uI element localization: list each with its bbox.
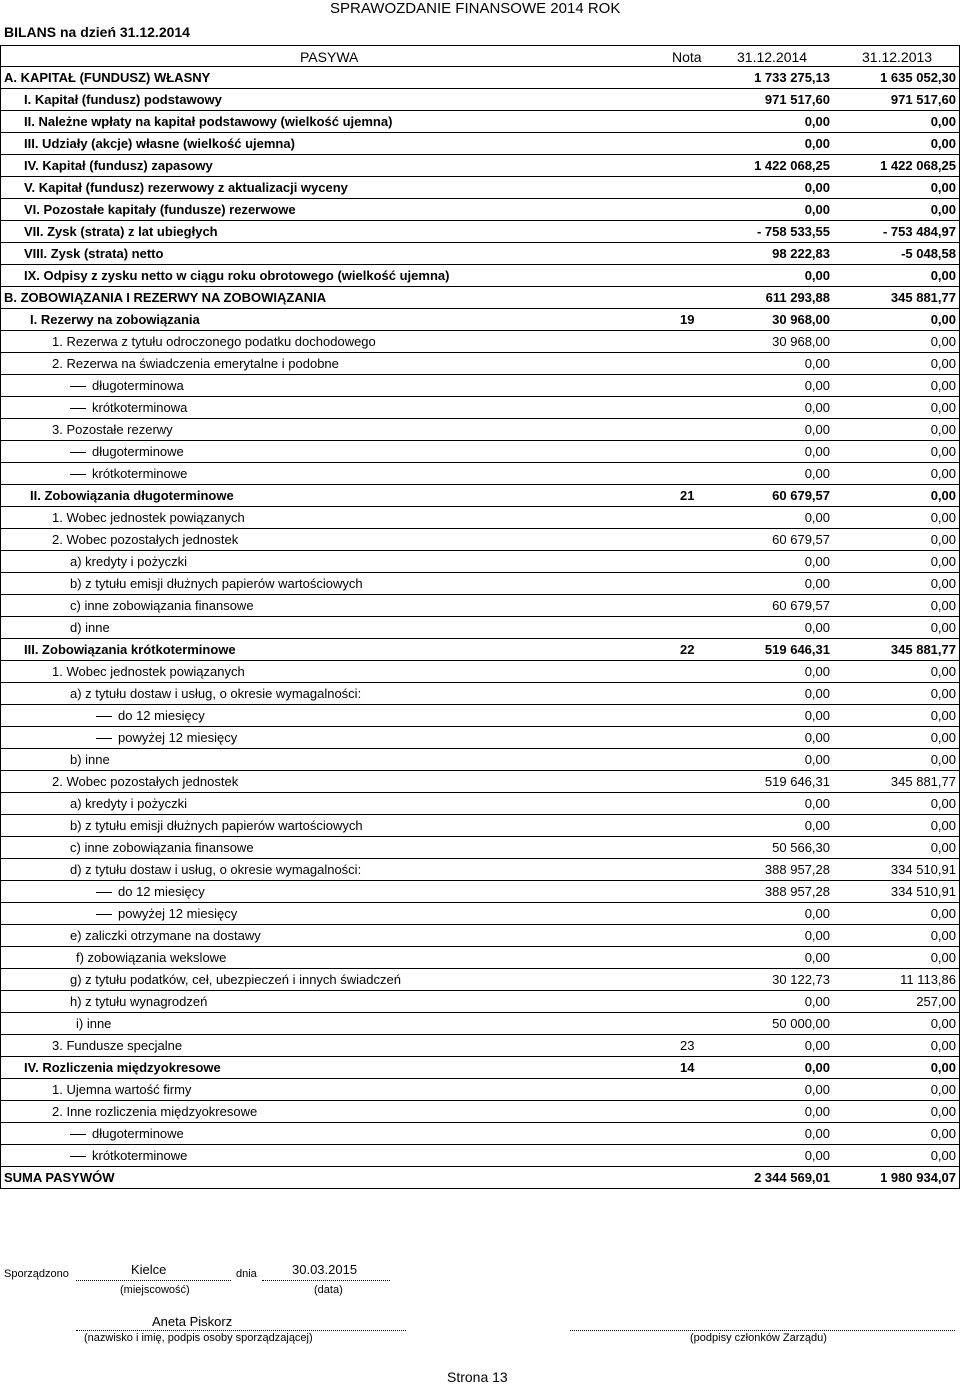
table-row [0, 397, 960, 419]
row-value-2014: 30 968,00 [772, 312, 830, 327]
row-label [0, 551, 187, 573]
row-value-2013: 0,00 [930, 1148, 956, 1163]
row-value-2013: 0,00 [930, 202, 956, 217]
date-label: dnia [236, 1268, 257, 1280]
row-nota: 21 [680, 488, 695, 503]
row-value-2014: 0,00 [804, 510, 830, 525]
table-row [0, 595, 960, 617]
balance-date-title: BILANS na dzień 31.12.2014 [4, 24, 190, 40]
row-value-2014: 519 646,31 [764, 774, 830, 789]
table-header-row [0, 45, 960, 67]
row-label-text: b) z tytułu emisji dłużnych papierów wartościowych [70, 818, 363, 833]
row-label-text: e) zaliczki otrzymane na dostawy [70, 928, 261, 943]
dash-marker [96, 716, 112, 717]
row-label-text: B. ZOBOWIĄZANIA I REZERWY NA ZOBOWIĄZANIA [4, 290, 327, 305]
header-date-2013: 31.12.2013 [862, 49, 933, 65]
row-label-text: długoterminowe [92, 444, 184, 459]
row-label [0, 155, 213, 177]
row-label-text: IV. Rozliczenia międzyokresowe [24, 1060, 221, 1075]
table-row [0, 837, 960, 859]
row-label [0, 881, 205, 903]
row-label-text: II. Zobowiązania długoterminowe [30, 488, 234, 503]
table-row [0, 815, 960, 837]
row-label [0, 243, 163, 265]
table-row [0, 573, 960, 595]
row-label-text: a) kredyty i pożyczki [70, 796, 188, 811]
row-value-2014: 0,00 [804, 136, 830, 151]
row-label [0, 221, 218, 243]
row-label [0, 375, 184, 397]
row-label [0, 1013, 111, 1035]
row-label [0, 947, 226, 969]
row-label [0, 749, 110, 771]
row-label [0, 969, 401, 991]
row-label [0, 859, 361, 881]
table-row [0, 1101, 960, 1123]
row-value-2014: 519 646,31 [764, 642, 830, 657]
table-row [0, 617, 960, 639]
row-value-2014: 60 679,57 [772, 488, 830, 503]
row-value-2013: 0,00 [930, 840, 956, 855]
row-label-text: c) inne zobowiązania finansowe [70, 840, 254, 855]
row-value-2013: 1 635 052,30 [880, 70, 956, 85]
dash-marker [70, 386, 86, 387]
row-label [0, 727, 237, 749]
table-row [0, 727, 960, 749]
row-label-text: III. Udziały (akcje) własne (wielkość ujemna) [24, 136, 295, 151]
row-label-text: VII. Zysk (strata) z lat ubiegłych [24, 224, 218, 239]
row-label [0, 595, 254, 617]
row-value-2014: - 758 533,55 [756, 224, 830, 239]
row-value-2014: 0,00 [804, 378, 830, 393]
row-value-2013: 11 113,86 [900, 972, 956, 987]
row-value-2013: 0,00 [930, 356, 956, 371]
row-nota: 23 [680, 1038, 695, 1053]
row-value-2014: 611 293,88 [765, 290, 830, 305]
row-value-2013: 345 881,77 [890, 774, 956, 789]
row-label-text: 3. Pozostałe rezerwy [52, 422, 173, 437]
row-value-2013: - 753 484,97 [882, 224, 956, 239]
row-value-2014: 0,00 [804, 180, 830, 195]
row-value-2014: 2 344 569,01 [754, 1170, 830, 1185]
row-value-2013: 0,00 [930, 510, 956, 525]
row-value-2013: 0,00 [930, 400, 956, 415]
row-label-text: IX. Odpisy z zysku netto w ciągu roku obrotowego (wielkość ujemna) [24, 268, 450, 283]
table-row [0, 749, 960, 771]
row-value-2014: 0,00 [804, 994, 830, 1009]
date-value: 30.03.2015 [292, 1262, 358, 1277]
row-label [0, 67, 210, 89]
table-row [0, 177, 960, 199]
row-label-text: V. Kapitał (fundusz) rezerwowy z aktualizacji wyceny [24, 180, 348, 195]
header-pasywa: PASYWA [300, 49, 359, 65]
table-row [0, 353, 960, 375]
table-row [0, 1035, 960, 1057]
row-label [0, 529, 238, 551]
row-label-text: do 12 miesięcy [118, 884, 205, 899]
row-value-2013: 0,00 [930, 664, 956, 679]
row-nota: 22 [680, 642, 695, 657]
row-value-2014: 0,00 [804, 796, 830, 811]
table-row [0, 111, 960, 133]
row-label [0, 177, 348, 199]
table-row [0, 1013, 960, 1035]
row-value-2014: 388 957,28 [764, 884, 830, 899]
row-label [0, 133, 295, 155]
row-value-2014: 0,00 [804, 444, 830, 459]
dash-marker [70, 408, 86, 409]
row-value-2014: 0,00 [804, 708, 830, 723]
table-row [0, 221, 960, 243]
table-row [0, 287, 960, 309]
row-value-2013: 0,00 [930, 620, 956, 635]
row-label-text: VI. Pozostałe kapitały (fundusze) rezerwowe [24, 202, 296, 217]
row-label-text: 2. Rezerwa na świadczenia emerytalne i podobne [52, 356, 339, 371]
row-value-2014: 0,00 [804, 906, 830, 921]
row-label [0, 331, 376, 353]
row-value-2013: 345 881,77 [890, 642, 956, 657]
row-value-2014: 388 957,28 [764, 862, 830, 877]
row-value-2014: 0,00 [804, 1038, 830, 1053]
row-value-2013: 334 510,91 [890, 884, 956, 899]
row-nota: 19 [680, 312, 695, 327]
row-nota: 14 [680, 1060, 695, 1075]
row-value-2013: 0,00 [930, 532, 956, 547]
table-row [0, 793, 960, 815]
row-label-text: d) z tytułu dostaw i usług, o okresie wymagalności: [70, 862, 362, 877]
row-label [0, 617, 110, 639]
row-value-2013: 0,00 [930, 708, 956, 723]
table-row [0, 1145, 960, 1167]
row-value-2014: 971 517,60 [764, 92, 830, 107]
row-label [0, 991, 207, 1013]
row-value-2013: 0,00 [930, 378, 956, 393]
row-value-2013: 0,00 [930, 686, 956, 701]
place-line [76, 1280, 231, 1281]
row-label [0, 1101, 257, 1123]
row-value-2013: 0,00 [930, 730, 956, 745]
table-row [0, 1057, 960, 1079]
row-label [0, 309, 200, 331]
row-label-text: d) inne [70, 620, 110, 635]
preparer-name: Aneta Piskorz [152, 1314, 233, 1329]
row-label-text: 1. Ujemna wartość firmy [52, 1082, 192, 1097]
row-value-2013: 0,00 [930, 422, 956, 437]
row-value-2014: 0,00 [804, 950, 830, 965]
page-number: Strona 13 [447, 1369, 508, 1385]
row-value-2013: 345 881,77 [890, 290, 956, 305]
row-value-2013: 0,00 [930, 928, 956, 943]
row-label [0, 771, 238, 793]
row-value-2014: 0,00 [804, 818, 830, 833]
row-value-2013: 0,00 [930, 136, 956, 151]
row-label [0, 287, 326, 309]
board-caption: (podpisy członków Zarządu) [690, 1332, 827, 1344]
row-value-2013: 1 980 934,07 [880, 1170, 956, 1185]
row-value-2013: 0,00 [930, 444, 956, 459]
header-date-2014: 31.12.2014 [737, 49, 808, 65]
row-label [0, 925, 261, 947]
row-label [0, 463, 187, 485]
row-label [0, 1145, 187, 1167]
table-row [0, 375, 960, 397]
table-row [0, 969, 960, 991]
row-label [0, 353, 339, 375]
row-label [0, 1079, 191, 1101]
table-row [0, 903, 960, 925]
row-value-2014: 60 679,57 [772, 598, 830, 613]
row-value-2013: 0,00 [930, 488, 956, 503]
preparer-line [76, 1330, 406, 1331]
table-row [0, 243, 960, 265]
table-row [0, 991, 960, 1013]
board-line [570, 1330, 955, 1331]
report-title: SPRAWOZDANIE FINANSOWE 2014 ROK [330, 0, 621, 17]
row-value-2014: 0,00 [804, 1126, 830, 1141]
row-value-2014: 0,00 [804, 422, 830, 437]
table-row [0, 705, 960, 727]
row-value-2014: 0,00 [804, 730, 830, 745]
row-value-2014: 0,00 [804, 686, 830, 701]
row-value-2014: 0,00 [804, 268, 830, 283]
row-label [0, 89, 222, 111]
row-value-2014: 0,00 [804, 664, 830, 679]
table-row [0, 1167, 960, 1189]
row-value-2013: 0,00 [930, 598, 956, 613]
header-nota: Nota [672, 49, 702, 65]
row-label [0, 1057, 221, 1079]
row-label-text: SUMA PASYWÓW [4, 1170, 115, 1185]
table-row [0, 507, 960, 529]
table-row [0, 551, 960, 573]
row-label-text: krótkoterminowe [92, 466, 188, 481]
row-value-2014: 0,00 [804, 114, 830, 129]
table-row [0, 881, 960, 903]
row-label-text: III. Zobowiązania krótkoterminowe [24, 642, 236, 657]
row-label-text: VIII. Zysk (strata) netto [24, 246, 164, 261]
row-label [0, 1167, 115, 1189]
row-value-2014: 0,00 [804, 1104, 830, 1119]
table-row [0, 859, 960, 881]
row-value-2014: 0,00 [804, 620, 830, 635]
row-value-2014: 98 222,83 [772, 246, 830, 261]
row-value-2013: 0,00 [930, 1082, 956, 1097]
table-row [0, 265, 960, 287]
row-label [0, 1035, 182, 1057]
row-label [0, 441, 184, 463]
row-value-2013: 0,00 [930, 1104, 956, 1119]
row-label-text: do 12 miesięcy [118, 708, 205, 723]
row-value-2013: 0,00 [930, 334, 956, 349]
row-value-2013: 0,00 [930, 1016, 956, 1031]
row-value-2014: 0,00 [804, 576, 830, 591]
balance-table [0, 45, 960, 1189]
row-label-text: powyżej 12 miesięcy [118, 730, 238, 745]
row-value-2013: 0,00 [930, 906, 956, 921]
preparer-caption: (nazwisko i imię, podpis osoby sporządzającej) [84, 1332, 313, 1344]
table-row [0, 331, 960, 353]
row-value-2014: 30 968,00 [772, 334, 830, 349]
row-label-text: 2. Inne rozliczenia międzyokresowe [52, 1104, 258, 1119]
row-label [0, 573, 363, 595]
row-label-text: powyżej 12 miesięcy [118, 906, 238, 921]
row-value-2014: 0,00 [804, 466, 830, 481]
row-value-2013: 0,00 [930, 950, 956, 965]
table-row [0, 441, 960, 463]
row-value-2013: 0,00 [930, 268, 956, 283]
row-value-2013: 0,00 [930, 312, 956, 327]
table-row [0, 463, 960, 485]
row-label-text: i) inne [76, 1016, 112, 1031]
row-value-2014: 0,00 [804, 928, 830, 943]
row-label [0, 111, 392, 133]
table-row [0, 683, 960, 705]
row-label [0, 661, 245, 683]
table-row [0, 661, 960, 683]
row-label [0, 705, 205, 727]
row-label [0, 815, 363, 837]
row-value-2013: 0,00 [930, 180, 956, 195]
row-value-2013: 0,00 [930, 576, 956, 591]
row-label [0, 419, 173, 441]
dash-marker [96, 892, 112, 893]
row-value-2013: -5 048,58 [901, 246, 956, 261]
row-label [0, 1123, 184, 1145]
row-value-2014: 1 422 068,25 [754, 158, 830, 173]
row-label [0, 903, 237, 925]
row-value-2013: 334 510,91 [890, 862, 956, 877]
row-value-2013: 0,00 [930, 466, 956, 481]
table-row [0, 155, 960, 177]
table-row [0, 199, 960, 221]
table-body [0, 67, 960, 1189]
row-value-2014: 0,00 [804, 1082, 830, 1097]
dash-marker [70, 474, 86, 475]
row-label [0, 639, 236, 661]
row-value-2013: 1 422 068,25 [880, 158, 956, 173]
table-row [0, 485, 960, 507]
table-row [0, 419, 960, 441]
row-value-2013: 0,00 [930, 752, 956, 767]
row-label [0, 837, 254, 859]
row-label-text: 2. Wobec pozostałych jednostek [52, 532, 239, 547]
row-value-2014: 0,00 [804, 752, 830, 767]
row-value-2013: 0,00 [930, 1060, 956, 1075]
date-caption: (data) [314, 1284, 343, 1296]
row-label-text: 2. Wobec pozostałych jednostek [52, 774, 239, 789]
row-label [0, 793, 187, 815]
row-label-text: 3. Fundusze specjalne [52, 1038, 183, 1053]
row-label-text: krótkoterminowe [92, 1148, 188, 1163]
row-label-text: b) z tytułu emisji dłużnych papierów wartościowych [70, 576, 363, 591]
row-label-text: długoterminowe [92, 1126, 184, 1141]
row-label-text: II. Należne wpłaty na kapitał podstawowy (wielkość ujemna) [24, 114, 393, 129]
row-value-2014: 0,00 [804, 400, 830, 415]
row-value-2013: 0,00 [930, 554, 956, 569]
dash-marker [96, 738, 112, 739]
row-label-text: a) kredyty i pożyczki [70, 554, 188, 569]
row-label-text: 1. Rezerwa z tytułu odroczonego podatku dochodowego [52, 334, 376, 349]
place-value: Kielce [131, 1262, 167, 1277]
row-value-2013: 0,00 [930, 1038, 956, 1053]
row-label-text: I. Kapitał (fundusz) podstawowy [24, 92, 222, 107]
table-row [0, 947, 960, 969]
row-label [0, 265, 449, 287]
row-value-2013: 0,00 [930, 818, 956, 833]
row-value-2013: 971 517,60 [890, 92, 956, 107]
dash-marker [70, 1156, 86, 1157]
dash-marker [70, 1134, 86, 1135]
row-value-2014: 30 122,73 [772, 972, 830, 987]
row-label-text: 1. Wobec jednostek powiązanych [52, 510, 245, 525]
row-label [0, 397, 187, 419]
row-value-2014: 50 566,30 [772, 840, 830, 855]
row-label-text: f) zobowiązania wekslowe [76, 950, 227, 965]
row-value-2014: 0,00 [804, 554, 830, 569]
table-row [0, 1123, 960, 1145]
table-row [0, 1079, 960, 1101]
table-row [0, 925, 960, 947]
row-value-2014: 0,00 [804, 202, 830, 217]
row-value-2013: 0,00 [930, 796, 956, 811]
row-label-text: I. Rezerwy na zobowiązania [30, 312, 200, 327]
place-caption: (miejscowość) [120, 1284, 190, 1296]
prepared-label: Sporządzono [4, 1268, 69, 1280]
table-row [0, 67, 960, 89]
row-label [0, 199, 296, 221]
dash-marker [96, 914, 112, 915]
row-label-text: IV. Kapitał (fundusz) zapasowy [24, 158, 213, 173]
row-value-2014: 0,00 [804, 356, 830, 371]
row-label-text: g) z tytułu podatków, ceł, ubezpieczeń i innych świadczeń [70, 972, 401, 987]
table-row [0, 309, 960, 331]
row-label [0, 507, 245, 529]
table-row [0, 639, 960, 661]
table-row [0, 529, 960, 551]
row-value-2014: 50 000,00 [772, 1016, 830, 1031]
row-label-text: długoterminowa [92, 378, 184, 393]
dash-marker [70, 452, 86, 453]
row-label [0, 485, 234, 507]
date-line [262, 1280, 390, 1281]
row-label-text: a) z tytułu dostaw i usług, o okresie wymagalności: [70, 686, 362, 701]
row-value-2014: 0,00 [804, 1148, 830, 1163]
row-value-2013: 0,00 [930, 114, 956, 129]
row-label-text: krótkoterminowa [92, 400, 188, 415]
row-value-2013: 257,00 [916, 994, 956, 1009]
table-row [0, 771, 960, 793]
row-label-text: A. KAPITAŁ (FUNDUSZ) WŁASNY [4, 70, 211, 85]
row-label-text: c) inne zobowiązania finansowe [70, 598, 254, 613]
table-row [0, 89, 960, 111]
row-label-text: 1. Wobec jednostek powiązanych [52, 664, 245, 679]
row-value-2014: 60 679,57 [772, 532, 830, 547]
table-row [0, 133, 960, 155]
row-label-text: b) inne [70, 752, 110, 767]
row-value-2014: 0,00 [804, 1060, 830, 1075]
row-value-2014: 1 733 275,13 [754, 70, 830, 85]
row-label [0, 683, 361, 705]
row-label-text: h) z tytułu wynagrodzeń [70, 994, 208, 1009]
row-value-2013: 0,00 [930, 1126, 956, 1141]
